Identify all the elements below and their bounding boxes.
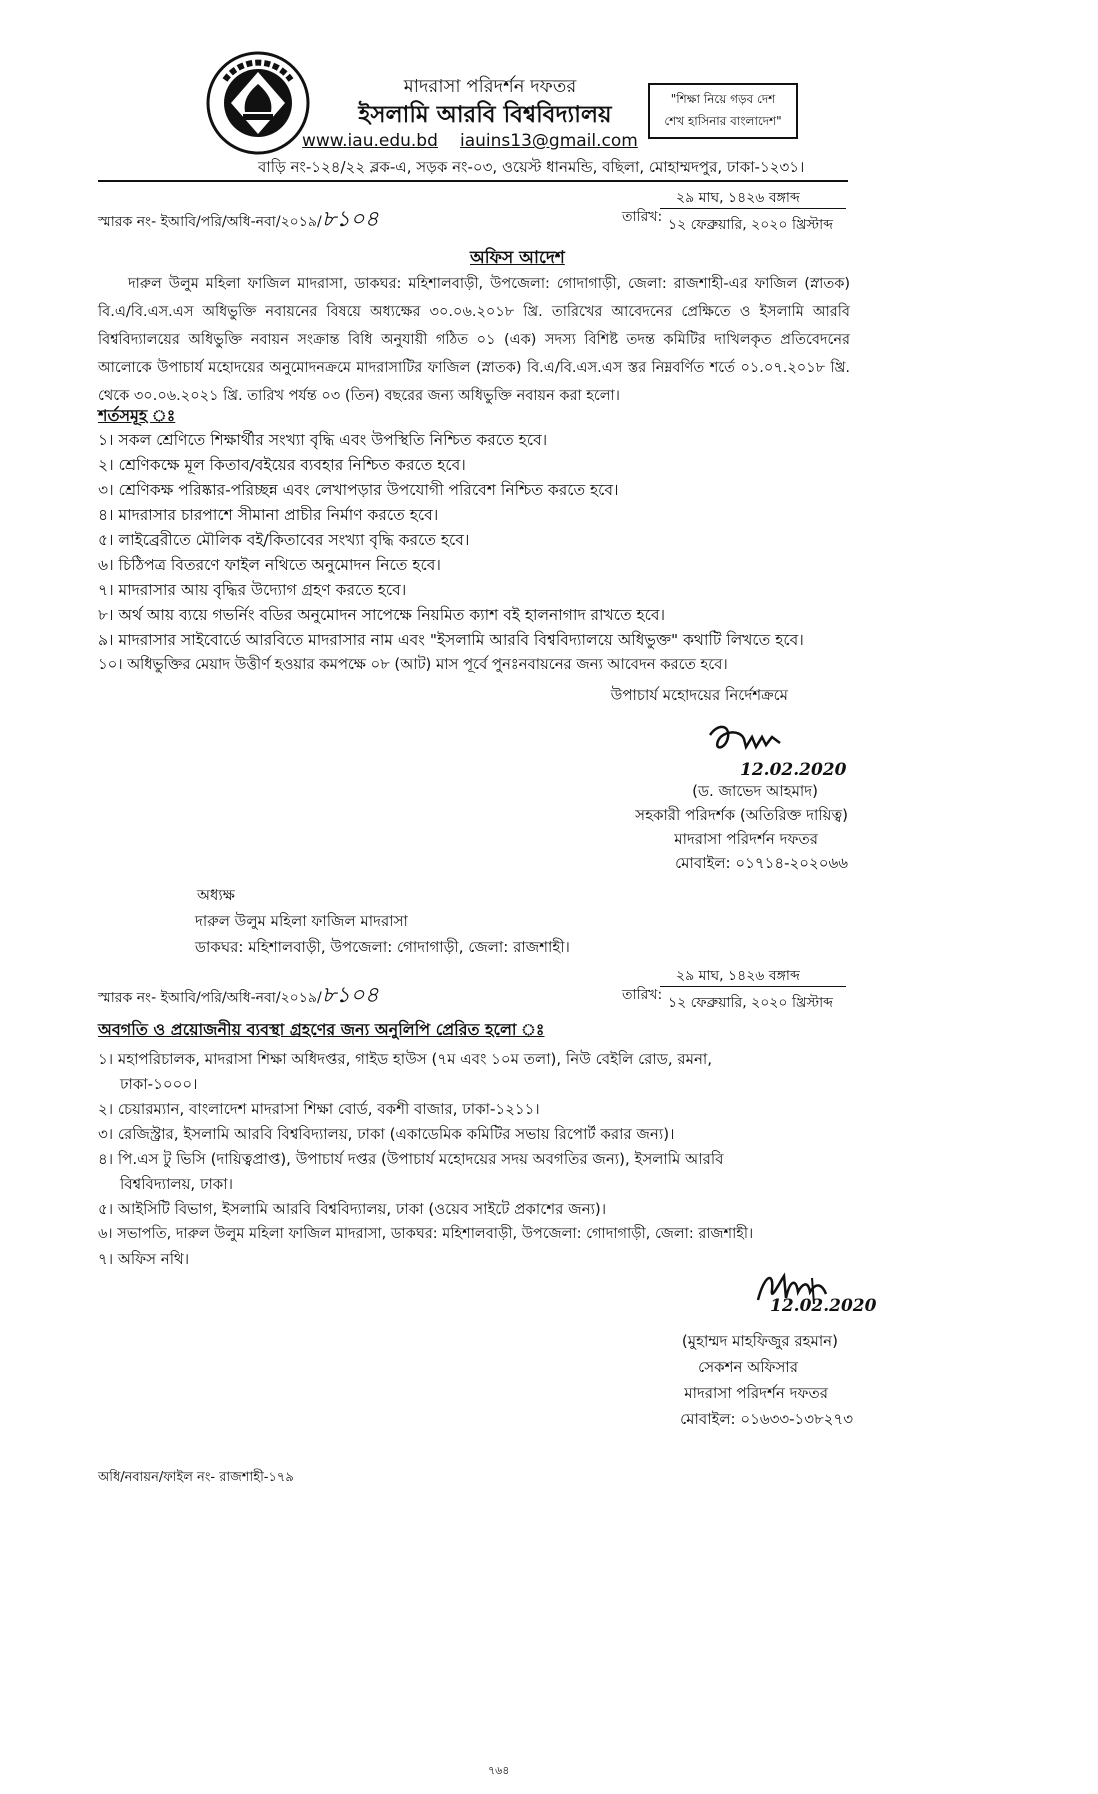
sig1-instruction: উপাচার্য মহোদয়ের নির্দেশক্রমে <box>610 686 788 704</box>
date-divider <box>660 208 846 209</box>
sig1-date: 12.02.2020 <box>740 760 847 780</box>
copy-heading: অবগতি ও প্রয়োজনীয় ব্যবস্থা গ্রহণের জন্য অনুলিপি প্রেরিত হলো ঃ <box>98 1020 545 1039</box>
copy-item: ২। চেয়ারম্যান, বাংলাদেশ মাদরাসা শিক্ষা বোর্ড, বকশী বাজার, ঢাকা-১২১১। <box>98 1100 540 1118</box>
slogan-box <box>648 83 798 139</box>
copy-item: ১। মহাপরিচালক, মাদরাসা শিক্ষা অধিদপ্তর, গাইড হাউস (৭ম এবং ১০ম তলা), নিউ বেইলি রোড, রমনা, <box>98 1050 713 1068</box>
recipient-address: ডাকঘর: মহিশালবাড়ী, উপজেলা: গোদাগাড়ী, জেলা: রাজশাহী। <box>195 938 570 956</box>
condition-item: ৪। মাদরাসার চারপাশে সীমানা প্রাচীর নির্মাণ করতে হবে। <box>98 506 439 524</box>
copy-item-cont: ঢাকা-১০০০। <box>120 1075 198 1093</box>
address: বাড়ি নং-১২৪/২২ ব্লক-এ, সড়ক নং-০৩, ওয়েস্ট ধানমন্ডি, বছিলা, মোহাম্মদপুর, ঢাকা-১২৩১। <box>258 158 805 176</box>
header-rule <box>98 180 848 182</box>
sig2-date: 12.02.2020 <box>770 1296 877 1316</box>
sig1-office: মাদরাসা পরিদর্শন দফতর <box>674 830 818 848</box>
condition-item: ৯। মাদরাসার সাইবোর্ডে আরবিতে মাদরাসার নাম এবং "ইসলামি আরবি বিশ্ববিদ্যালয়ে অধিভুক্ত" কথাটি লিখতে হবে। <box>98 631 804 649</box>
order-title: অফিস আদেশ <box>470 248 565 268</box>
memo-ref-prefix: স্মারক নং- ইআবি/পরি/অধি-নবা/২০১৯/ <box>98 214 322 230</box>
university-logo <box>205 50 311 156</box>
sig2-mobile: মোবাইল: ০১৬৩৩-১৩৮২৭৩ <box>680 1410 853 1428</box>
date-bangla-2: ২৯ মাঘ, ১৪২৬ বঙ্গাব্দ <box>676 968 800 984</box>
condition-item: ১। সকল শ্রেণিতে শিক্ষার্থীর সংখ্যা বৃদ্ধি এবং উপস্থিতি নিশ্চিত করতে হবে। <box>98 431 548 449</box>
sig1-name: (ড. জাভেদ আহমাদ) <box>692 782 818 800</box>
date-label: তারিখ: <box>622 209 663 225</box>
copy-item: ৩। রেজিস্ট্রার, ইসলামি আরবি বিশ্ববিদ্যালয়, ঢাকা (একাডেমিক কমিটির সভায় রিপোর্ট করার জন্য)। <box>98 1125 675 1143</box>
order-paragraph: দারুল উলুম মহিলা ফাজিল মাদরাসা, ডাকঘর: মহিশালবাড়ী, উপজেলা: গোদাগাড়ী, জেলা: রাজশাহী-এর ফাজিল (স্নাতক) বি.এ/বি.এস.এস অধিভুক্তি নবায়নের বিষয়ে অধ্যক্ষের ৩০.০৬.২০১৮ খ্রি. তারিখের আবেদনের প্রেক্ষিতে ও ইসলামি আরবি বিশ্ববিদ্যালয়ের অধিভুক্তি নবায়ন সংক্রান্ত বিধি অনুযায়ী গঠিত ০১ (এক) সদস্য বিশিষ্ট তদন্ত কমিটির দাখিলকৃত প্রতিবেদনের আলোকে উপাচার্য মহোদয়ের অনুমোদনক্রমে মাদরাসাটির ফাজিল (স্নাতক) বি.এ/বি.এস.এস স্তর নিম্নবর্ণিত শর্তে ০১.০৭.২০১৮ খ্রি. থেকে ৩০.০৬.২০২১ খ্রি. তারিখ পর্যন্ত ০৩ (তিন) বছরের জন্য অধিভুক্তি নবায়ন করা হলো। <box>98 276 850 404</box>
sig1-signature <box>700 715 810 765</box>
memo-ref <box>98 202 379 239</box>
copy-item: ৪। পি.এস টু ভিসি (দায়িত্বপ্রাপ্ত), উপাচার্য দপ্তর (উপাচার্য মহোদয়ের সদয় অবগতির জন্য), ইসলামি আরবি <box>98 1150 724 1168</box>
email-link[interactable]: iauins13@gmail.com <box>460 131 638 151</box>
slogan-line-1: "শিক্ষা নিয়ে গড়ব দেশ <box>670 92 776 106</box>
slogan-line-2: শেখ হাসিনার বাংলাদেশ" <box>664 114 782 128</box>
sig2-designation: সেকশন অফিসার <box>698 1358 798 1376</box>
date-divider-2 <box>660 986 846 987</box>
file-number: অধি/নবায়ন/ফাইল নং- রাজশাহী-১৭৯ <box>98 1470 294 1485</box>
sig2-office: মাদরাসা পরিদর্শন দফতর <box>684 1384 828 1402</box>
date-label-2: তারিখ: <box>622 987 663 1003</box>
university-name: ইসলামি আরবি বিশ্ববিদ্যালয় <box>358 102 612 128</box>
memo-ref-prefix: স্মারক নং- ইআবি/পরি/অধি-নবা/২০১৯/ <box>98 990 322 1006</box>
memo-ref-number: ৮১০৪ <box>321 983 379 1008</box>
sig2-name: (মুহাম্মদ মাহফিজুর রহমান) <box>681 1332 838 1350</box>
date-bangla: ২৯ মাঘ, ১৪২৬ বঙ্গাব্দ <box>676 190 800 206</box>
recipient-title: অধ্যক্ষ <box>197 886 235 904</box>
copy-item: ৬। সভাপতি, দারুল উলুম মহিলা ফাজিল মাদরাসা, ডাকঘর: মহিশালবাড়ী, উপজেলা: গোদাগাড়ী, জেলা: রাজশাহী। <box>98 1226 754 1242</box>
sig1-mobile: মোবাইল: ০১৭১৪-২০২০৬৬ <box>675 854 848 872</box>
recipient-institution: দারুল উলুম মহিলা ফাজিল মাদরাসা <box>195 912 408 930</box>
condition-item: ৭। মাদরাসার আয় বৃদ্ধির উদ্যোগ গ্রহণ করতে হবে। <box>98 581 407 599</box>
condition-item: ১০। অধিভুক্তির মেয়াদ উত্তীর্ণ হওয়ার কমপক্ষে ০৮ (আট) মাস পূর্বে পুনঃনবায়নের জন্য আবেদন করতে হবে। <box>98 656 728 673</box>
recipient-block <box>195 882 570 960</box>
date-english-2: ১২ ফেব্রুয়ারি, ২০২০ খ্রিস্টাব্দ <box>668 995 833 1011</box>
page-number: ৭৬৪ <box>488 1764 510 1777</box>
copy-item-cont: বিশ্ববিদ্যালয়, ঢাকা। <box>120 1175 234 1193</box>
copy-item: ৫। আইসিটি বিভাগ, ইসলামি আরবি বিশ্ববিদ্যালয়, ঢাকা (ওয়েব সাইটে প্রকাশের জন্য)। <box>98 1200 607 1218</box>
sig1-designation: সহকারী পরিদর্শক (অতিরিক্ত দায়িত্ব) <box>635 806 848 824</box>
website-link[interactable]: www.iau.edu.bd <box>302 131 438 151</box>
condition-item: ৮। অর্থ আয় ব্যয়ে গভর্নিং বডির অনুমোদন সাপেক্ষে নিয়মিত ক্যাশ বই হালনাগাদ রাখতে হবে। <box>98 606 666 624</box>
office-name: মাদরাসা পরিদর্শন দফতর <box>403 76 577 97</box>
condition-item: ৫। লাইব্রেরীতে মৌলিক বই/কিতাবের সংখ্যা বৃদ্ধি করতে হবে। <box>98 531 470 549</box>
condition-item: ২। শ্রেণিকক্ষে মূল কিতাব/বইয়ের ব্যবহার নিশ্চিত করতে হবে। <box>98 456 466 474</box>
memo-ref-2 <box>98 978 379 1015</box>
condition-item: ৬। চিঠিপত্র বিতরণে ফাইল নথিতে অনুমোদন নিতে হবে। <box>98 556 441 574</box>
condition-item: ৩। শ্রেণিকক্ষ পরিষ্কার-পরিচ্ছন্ন এবং লেখাপড়ার উপযোগী পরিবেশ নিশ্চিত করতে হবে। <box>98 481 619 499</box>
conditions-heading: শর্তসমূহ ঃ <box>98 406 176 425</box>
copy-item: ৭। অফিস নথি। <box>98 1250 190 1268</box>
date-english: ১২ ফেব্রুয়ারি, ২০২০ খ্রিস্টাব্দ <box>668 217 833 233</box>
memo-ref-number: ৮১০৪ <box>321 207 379 232</box>
